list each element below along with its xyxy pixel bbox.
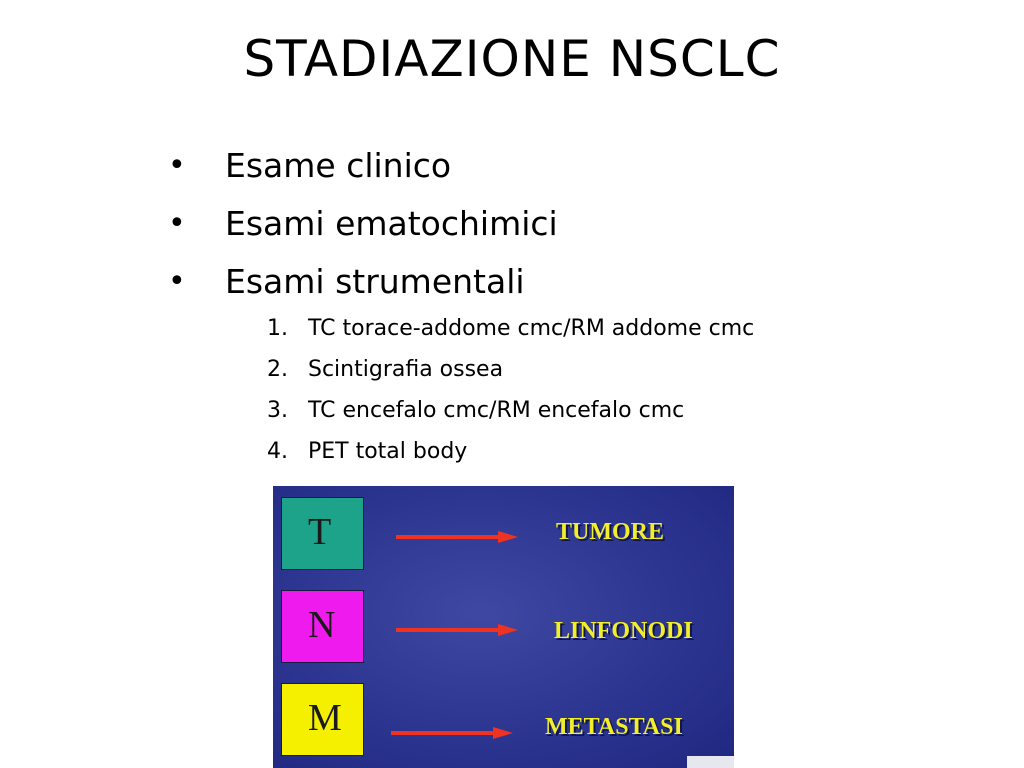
item-text: TC encefalo cmc/RM encefalo cmc	[308, 398, 685, 423]
bullet-marker: •	[168, 206, 186, 241]
tnm-box-m	[281, 683, 364, 756]
tnm-letter: N	[308, 604, 336, 646]
tnm-label: METASTASI	[545, 714, 683, 740]
item-text: TC torace-addome cmc/RM addome cmc	[308, 316, 755, 341]
tnm-box-n	[281, 590, 364, 663]
arrow-right-icon	[396, 529, 518, 545]
tnm-label: LINFONODI	[554, 618, 693, 644]
tnm-label: TUMORE	[556, 519, 664, 545]
item-number: 4.	[267, 439, 288, 464]
item-number: 2.	[267, 357, 288, 382]
corner-tab	[687, 756, 734, 768]
tnm-letter: T	[308, 511, 332, 553]
item-text: PET total body	[308, 439, 468, 464]
bullet-marker: •	[168, 264, 186, 299]
slide-title: STADIAZIONE NSCLC	[243, 30, 781, 88]
tnm-diagram	[273, 486, 734, 768]
arrow-right-icon	[391, 725, 513, 741]
arrow-right-icon	[396, 622, 518, 638]
item-number: 3.	[267, 398, 288, 423]
item-text: Scintigrafia ossea	[308, 357, 504, 382]
tnm-box-t	[281, 497, 364, 570]
bullet-marker: •	[168, 148, 186, 183]
bullet-text: Esami strumentali	[225, 262, 525, 301]
tnm-letter: M	[308, 697, 342, 739]
item-number: 1.	[267, 316, 288, 341]
bullet-text: Esami ematochimici	[225, 204, 558, 243]
bullet-text: Esame clinico	[225, 146, 452, 185]
